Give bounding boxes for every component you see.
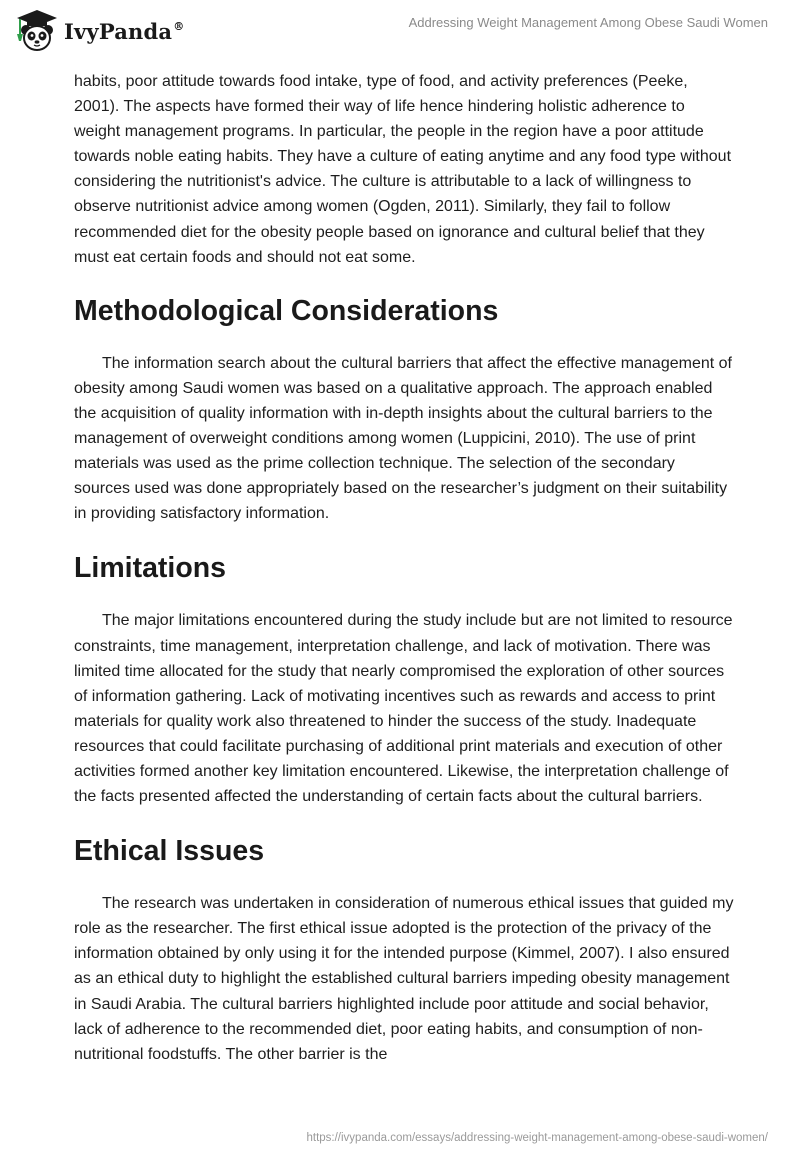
intro-paragraph: habits, poor attitude towards food intake, type of food, and activity preferences (Peeke, 2001). The aspects have formed their way of life hence hindering holistic adherence to weight management programs. In particular, the people in the region have a poor attitude towards noble eating habits. They have a culture of eating anytime and any food type without considering the nutritionist's advice. The culture is attributable to a lack of willingness to observe nutritionist advice among women (Ogden, 2011). Similarly, they fail to follow recommended diet for the obesity people based on ignorance and cultural belief that they must eat certain foods and should not eat some.: [74, 73, 732, 266]
section-heading-limitations: Limitations: [74, 552, 227, 585]
section-heading-methodology: Methodological Considerations: [74, 294, 499, 327]
page-header: [0, 0, 800, 70]
panda-graduate-icon: [14, 8, 60, 54]
section-heading-ethical-issues: Ethical Issues: [74, 835, 265, 868]
essay-content: [74, 69, 734, 1067]
source-url[interactable]: https://ivypanda.com/essays/addressing-weight-management-among-obese-saudi-women/: [306, 1132, 768, 1144]
section-paragraph-methodology: The information search about the cultural barriers that affect the effective management of obesity among Saudi women was based on a qualitative approach. The approach enabled the acquisition of quality information with in-depth insights about the cultural barriers to the management of overweight conditions among women (Luppicini, 2010). The use of print materials was used as the prime collection technique. The selection of the secondary sources used was done appropriately based on the researcher’s judgment on their suitability in providing satisfactory information.: [74, 354, 732, 523]
logo-wordmark: IvyPanda®: [64, 18, 185, 44]
registered-mark: ®: [173, 19, 185, 33]
section-paragraph-limitations: The major limitations encountered during the study include but are not limited to resource constraints, time management, interpretation challenge, and lack of motivation. There was limited time allocated for the study that nearly compromised the exploration of other sources of information gathering. Lack of motivating incentives such as rewards and access to print materials for quality work also threatened to hinder the success of the study. Inadequate resources that could facilitate purchasing of additional print materials and execution of other activities formed another key limitation encountered. Likewise, the interpretation challenge of the facts presented affected the understanding of certain facts about the cultural barriers.: [74, 612, 733, 806]
document-title: Addressing Weight Management Among Obese Saudi Women: [408, 15, 768, 30]
section-paragraph-ethical-issues: The research was undertaken in consideration of numerous ethical issues that guided my role as the researcher. The first ethical issue adopted is the protection of the privacy of the information obtained by only using it for the intended purpose (Kimmel, 2007). I also ensured as an ethical duty to highlight the established cultural barriers impeding obesity management in Saudi Arabia. The cultural barriers highlighted include poor attitude and social behavior, lack of adherence to the recommended diet, poor eating habits, and consumption of non-nutritional foodstuffs. The other barrier is the: [74, 895, 734, 1063]
ivypanda-logo[interactable]: [14, 8, 184, 54]
